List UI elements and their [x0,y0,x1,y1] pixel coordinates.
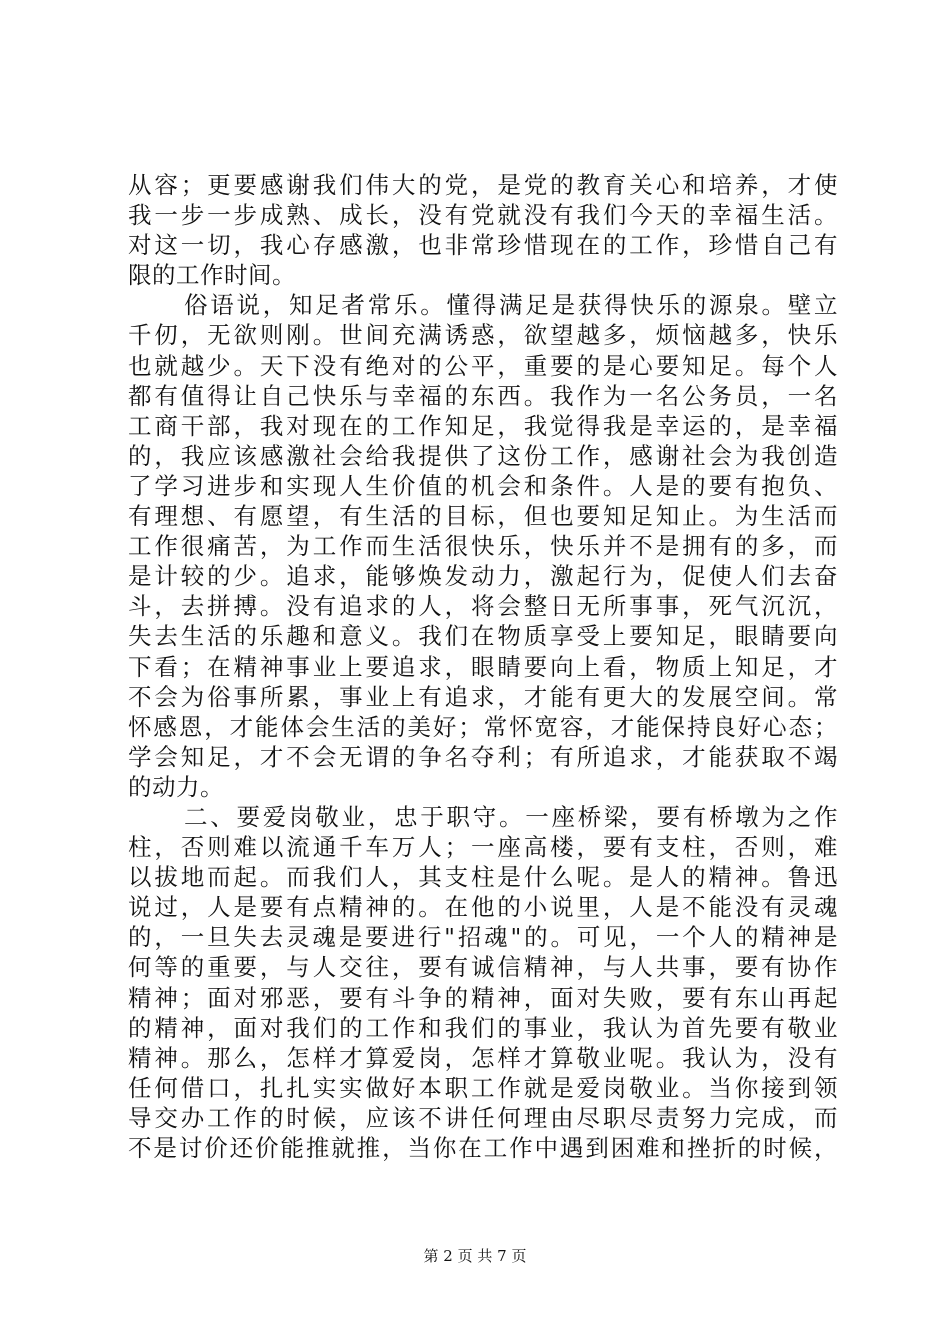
text-line: 也就越少。天下没有绝对的公平，重要的是心要知足。每个人 [128,351,838,380]
text-line: 的精神，面对我们的工作和我们的事业，我认为首先要有敬业 [128,1013,838,1042]
page-number-footer: 第 2 页 共 7 页 [423,1247,527,1265]
text-line: 的动力。 [128,772,224,801]
text-line: 失去生活的乐趣和意义。我们在物质享受上要知足，眼睛要向 [128,622,838,651]
text-line: 任何借口，扎扎实实做好本职工作就是爱岗敬业。当你接到领 [128,1073,838,1102]
text-line: 柱，否则难以流通千车万人；一座高楼，要有支柱，否则，难 [128,833,838,862]
paragraph-first-line: 二、要爱岗敬业，忠于职守。一座桥梁，要有桥墩为之作 [184,802,838,831]
body-text [128,170,838,1163]
text-line: 是计较的少。追求，能够焕发动力，激起行为，促使人们去奋 [128,562,838,591]
text-line: 不是讨价还价能推就推，当你在工作中遇到困难和挫折的时候， [128,1134,838,1162]
paragraph-first-line: 俗语说，知足者常乐。懂得满足是获得快乐的源泉。壁立 [184,291,838,320]
text-line: 了学习进步和实现人生价值的机会和条件。人是的要有抱负、 [128,471,838,500]
text-line: 以拔地而起。而我们人，其支柱是什么呢。是人的精神。鲁迅 [128,863,838,892]
text-line: 工商干部，我对现在的工作知足，我觉得我是幸运的，是幸福 [128,411,838,440]
text-line: 限的工作时间。 [128,261,296,290]
text-line: 我一步一步成熟、成长，没有党就没有我们今天的幸福生活。 [128,201,838,230]
text-line: 何等的重要，与人交往，要有诚信精神，与人共事，要有协作 [128,953,838,982]
text-line: 下看；在精神事业上要追求，眼睛要向上看，物质上知足，才 [128,652,838,681]
text-line: 精神。那么，怎样才算爱岗，怎样才算敬业呢。我认为，没有 [128,1043,838,1072]
text-line: 斗，去拼搏。没有追求的人，将会整日无所事事，死气沉沉， [128,592,838,621]
text-line: 从容；更要感谢我们伟大的党，是党的教育关心和培养，才使 [128,171,838,199]
text-line: 都有值得让自己快乐与幸福的东西。我作为一名公务员，一名 [128,381,838,410]
text-line: 有理想、有愿望，有生活的目标，但也要知足知止。为生活而 [128,502,838,531]
text-line: 的，我应该感激社会给我提供了这份工作，感谢社会为我创造 [128,441,838,470]
text-line: 学会知足，才不会无谓的争名夺利；有所追求，才能获取不竭 [128,742,838,771]
text-line: 工作很痛苦，为工作而生活很快乐，快乐并不是拥有的多，而 [128,532,838,561]
text-line: 精神；面对邪恶，要有斗争的精神，面对失败，要有东山再起 [128,983,838,1012]
text-line: 对这一切，我心存感激，也非常珍惜现在的工作，珍惜自己有 [128,231,838,260]
text-line: 导交办工作的时候，应该不讲任何理由尽职尽责努力完成，而 [128,1103,838,1132]
text-line: 不会为俗事所累，事业上有追求，才能有更大的发展空间。常 [128,682,838,711]
text-line: 怀感恩，才能体会生活的美好；常怀宽容，才能保持良好心态； [128,712,838,741]
text-line: 千仞，无欲则刚。世间充满诱惑，欲望越多，烦恼越多，快乐 [128,321,838,350]
text-line: 的，一旦失去灵魂是要进行"招魂"的。可见，一个人的精神是 [128,923,838,952]
text-line: 说过，人是要有点精神的。在他的小说里，人是不能没有灵魂 [128,893,838,922]
